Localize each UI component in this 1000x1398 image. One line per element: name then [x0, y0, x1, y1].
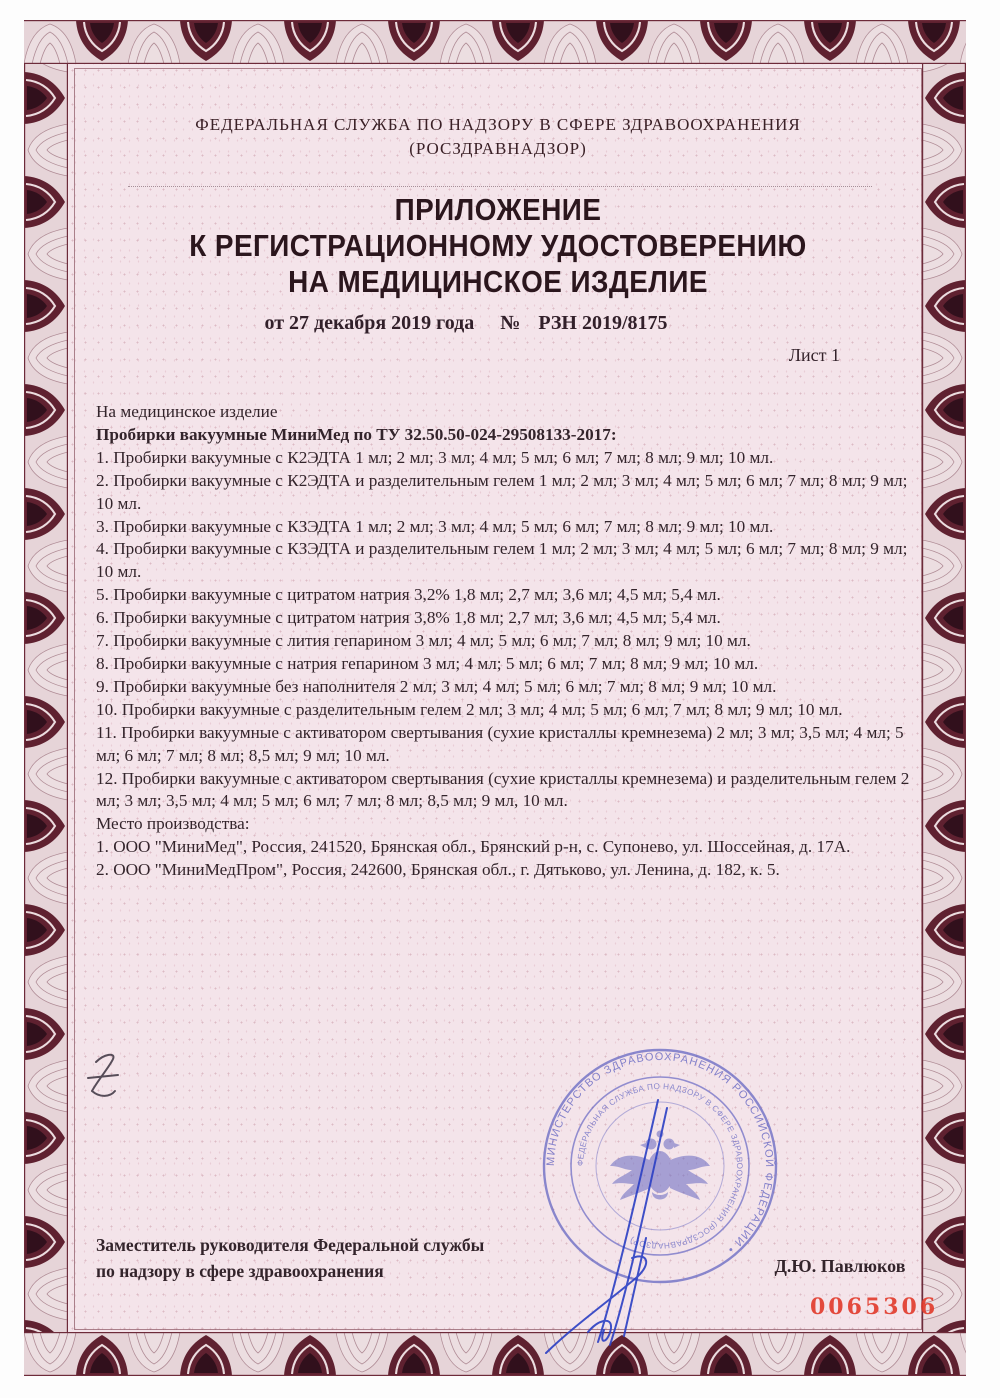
production-site-1: 1. ООО "МиниМед", Россия, 241520, Брянская обл., Брянский р-н, с. Супонево, ул. Шоссейная, д. 17А. — [96, 837, 851, 857]
issuing-authority-name: ФЕДЕРАЛЬНАЯ СЛУЖБА ПО НАДЗОРУ В СФЕРЕ ЗДРАВООХРАНЕНИЯ — [195, 115, 801, 134]
product-item-7: 7. Пробирки вакуумные с лития гепарином 3 мл; 4 мл; 5 мл; 6 мл; 7 мл; 8 мл; 9 мл; 10 мл. — [96, 631, 751, 651]
product-item-10: 10. Пробирки вакуумные с разделительным гелем 2 мл; 3 мл; 4 мл; 5 мл; 6 мл; 7 мл; 8 мл; 9 мл; 10 мл. — [96, 699, 843, 719]
product-item-8: 8. Пробирки вакуумные с натрия гепарином 3 мл; 4 мл; 5 мл; 6 мл; 7 мл; 8 мл; 9 мл; 10 мл. — [96, 653, 759, 673]
product-item-12: 12. Пробирки вакуумные с активатором свертывания (сухие кристаллы кремнезема) и разделительным гелем 2 мл; 3 мл; 3,5 мл; 4 мл; 5 мл; 6 мл; 7 мл; 8 мл; 8,5 мл; 9 мл, 10 мл. — [96, 768, 910, 811]
issuing-authority-short-name: (РОСЗДРАВНАДЗОР) — [409, 139, 587, 158]
product-item-2: 2. Пробирки вакуумные с К2ЭДТА и разделительным гелем 1 мл; 2 мл; 3 мл; 4 мл; 5 мл; 6 мл; 7 мл; 8 мл; 9 мл; 10 мл. — [96, 470, 908, 513]
stamp-outer-text: МИНИСТЕРСТВО ЗДРАВООХРАНЕНИЯ РОССИЙСКОЙ ФЕДЕРАЦИИ • — [544, 1050, 776, 1256]
header-divider — [128, 186, 872, 187]
document-title-line2: К РЕГИСТРАЦИОННОМУ УДОСТОВЕРЕНИЮ — [189, 228, 807, 263]
registration-number: РЗН 2019/8175 — [538, 312, 668, 334]
product-item-11: 11. Пробирки вакуумные с активатором свертывания (сухие кристаллы кремнезема) 2 мл; 3 мл; 3,5 мл; 4 мл; 5 мл; 6 мл; 7 мл; 8 мл; 8,5 мл; 9 мл; 10 мл. — [96, 722, 904, 765]
document-body — [96, 401, 910, 882]
product-item-6: 6. Пробирки вакуумные с цитратом натрия 3,8% 1,8 мл; 2,7 мл; 3,6 мл; 4,5 мл; 5,4 мл. — [96, 608, 721, 628]
product-item-3: 3. Пробирки вакуумные с КЗЭДТА 1 мл; 2 мл; 3 мл; 4 мл; 5 мл; 6 мл; 7 мл; 8 мл; 9 мл; 10 мл. — [96, 516, 774, 536]
signatory-name: Д.Ю. Павлюков — [774, 1256, 906, 1276]
production-site-2: 2. ООО "МиниМедПром", Россия, 242600, Брянская обл., г. Дятьково, ул. Ленина, д. 182, к. 5. — [96, 860, 780, 880]
product-title: Пробирки вакуумные МиниМед по ТУ 32.50.50-024-29508133-2017: — [96, 424, 617, 444]
product-item-9: 9. Пробирки вакуумные без наполнителя 2 мл; 3 мл; 4 мл; 5 мл; 6 мл; 7 мл; 8 мл; 9 мл; 10 мл. — [96, 676, 777, 696]
product-item-1: 1. Пробирки вакуумные с К2ЭДТА 1 мл; 2 мл; 3 мл; 4 мл; 5 мл; 6 мл; 7 мл; 8 мл; 9 мл; 10 мл. — [96, 447, 774, 467]
signatory-position-line1: Заместитель руководителя Федеральной службы — [96, 1235, 485, 1255]
guilloche-border-right — [922, 20, 966, 1376]
guilloche-border-top — [24, 20, 966, 64]
document-title-line1: ПРИЛОЖЕНИЕ — [394, 192, 602, 227]
guilloche-border-left — [24, 20, 68, 1376]
registration-date: от 27 декабря 2019 года — [264, 312, 475, 334]
serial-number: 0065306 — [810, 1294, 939, 1320]
product-item-5: 5. Пробирки вакуумные с цитратом натрия 3,2% 1,8 мл; 2,7 мл; 3,6 мл; 4,5 мл; 5,4 мл. — [96, 585, 721, 605]
product-item-4: 4. Пробирки вакуумные с КЗЭДТА и разделительным гелем 1 мл; 2 мл; 3 мл; 4 мл; 5 мл; 6 мл; 7 мл; 8 мл; 9 мл; 10 мл. — [96, 539, 908, 582]
sheet-label: Лист 1 — [788, 345, 840, 365]
stamp-inner-text: ФЕДЕРАЛЬНАЯ СЛУЖБА ПО НАДЗОРУ В СФЕРЕ ЗДРАВООХРАНЕНИЯ (РОСЗДРАВНАДЗОР) — [575, 1081, 745, 1251]
production-label: Место производства: — [96, 814, 250, 834]
registration-line — [66, 312, 866, 335]
signatory-position — [96, 1232, 616, 1284]
document-title-line3: НА МЕДИЦИНСКОЕ ИЗДЕЛИЕ — [288, 264, 708, 299]
number-sign: № — [500, 312, 521, 334]
guilloche-border-bottom — [24, 1332, 966, 1376]
body-intro: На медицинское изделие — [96, 402, 278, 421]
signatory-position-line2: по надзору в сфере здравоохранения — [96, 1261, 384, 1281]
